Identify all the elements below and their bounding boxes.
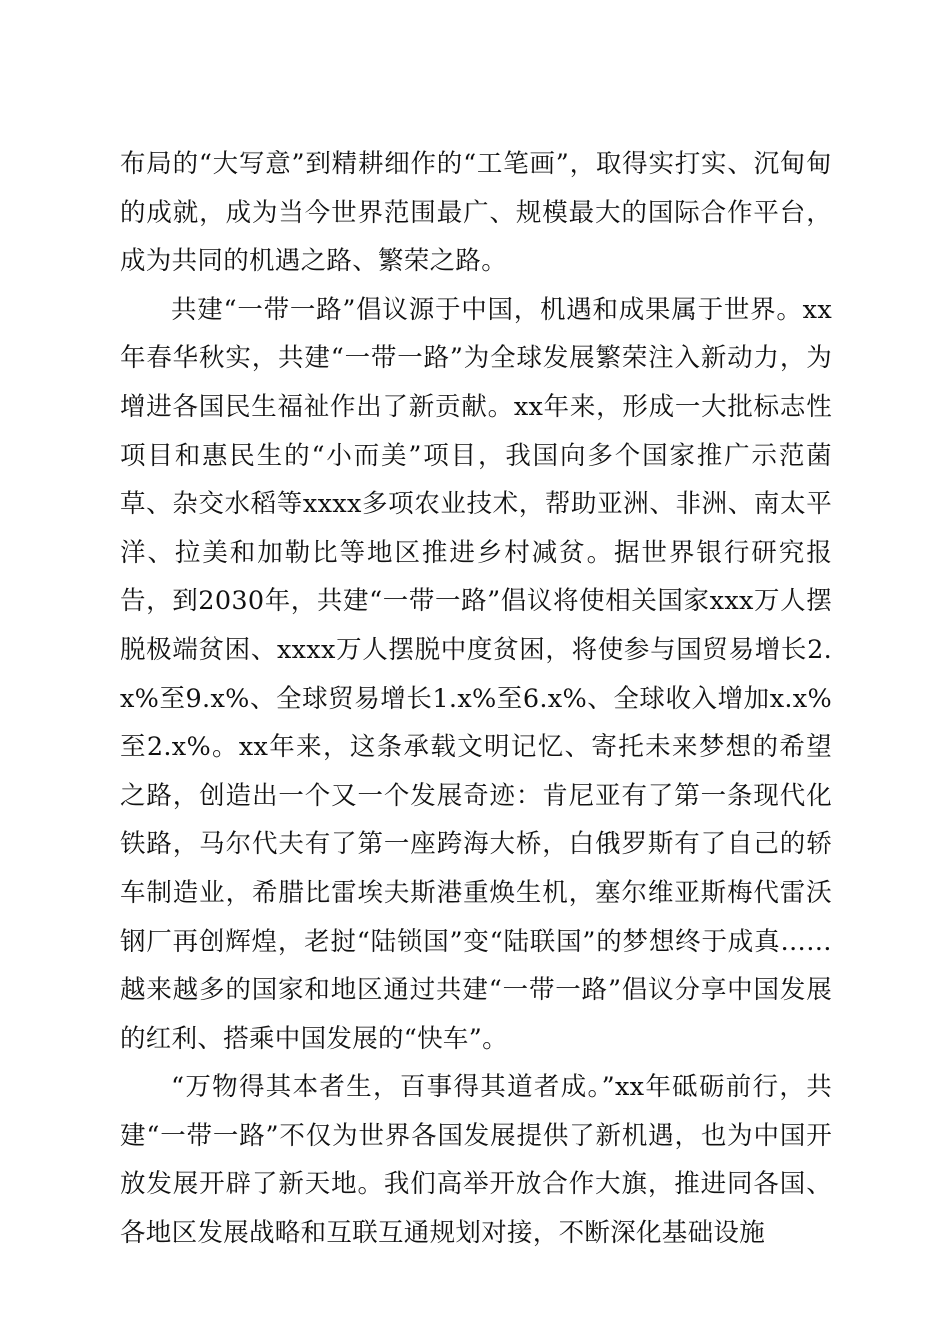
paragraph-1: 布局的“大写意”到精耕细作的“工笔画”，取得实打实、沉甸甸的成就，成为当今世界范围最广、规模最大的国际合作平台，成为共同的机遇之路、繁荣之路。: [120, 149, 832, 277]
document-body: [120, 140, 832, 1258]
paragraph-2: 共建“一带一路”倡议源于中国，机遇和成果属于世界。xx年春华秋实，共建“一带一路”为全球发展繁荣注入新动力，为增进各国民生福祉作出了新贡献。xx年来，形成一大批标志性项目和惠民生的“小而美”项目，我国向多个国家推广示范菌草、杂交水稻等xxxx多项农业技术，帮助亚洲、非洲、南太平洋、拉美和加勒比等地区推进乡村减贫。据世界银行研究报告，到2030年，共建“一带一路”倡议将使相关国家xxx万人摆脱极端贫困、xxxx万人摆脱中度贫困，将使参与国贸易增长2.x%至9.x%、全球贸易增长1.x%至6.x%、全球收入增加x.x%至2.x%。xx年来，这条承载文明记忆、寄托未来梦想的希望之路，创造出一个又一个发展奇迹：肯尼亚有了第一条现代化铁路，马尔代夫有了第一座跨海大桥，白俄罗斯有了自己的轿车制造业，希腊比雷埃夫斯港重焕生机，塞尔维亚斯梅代雷沃钢厂再创辉煌，老挝“陆锁国”变“陆联国”的梦想终于成真……越来越多的国家和地区通过共建“一带一路”倡议分享中国发展的红利、搭乘中国发展的“快车”。: [120, 294, 832, 1054]
paragraph-3: “万物得其本者生，百事得其道者成。”xx年砥砺前行，共建“一带一路”不仅为世界各国发展提供了新机遇，也为中国开放发展开辟了新天地。我们高举开放合作大旗，推进同各国、各地区发展战略和互联互通规划对接，不断深化基础设施: [120, 1072, 832, 1249]
